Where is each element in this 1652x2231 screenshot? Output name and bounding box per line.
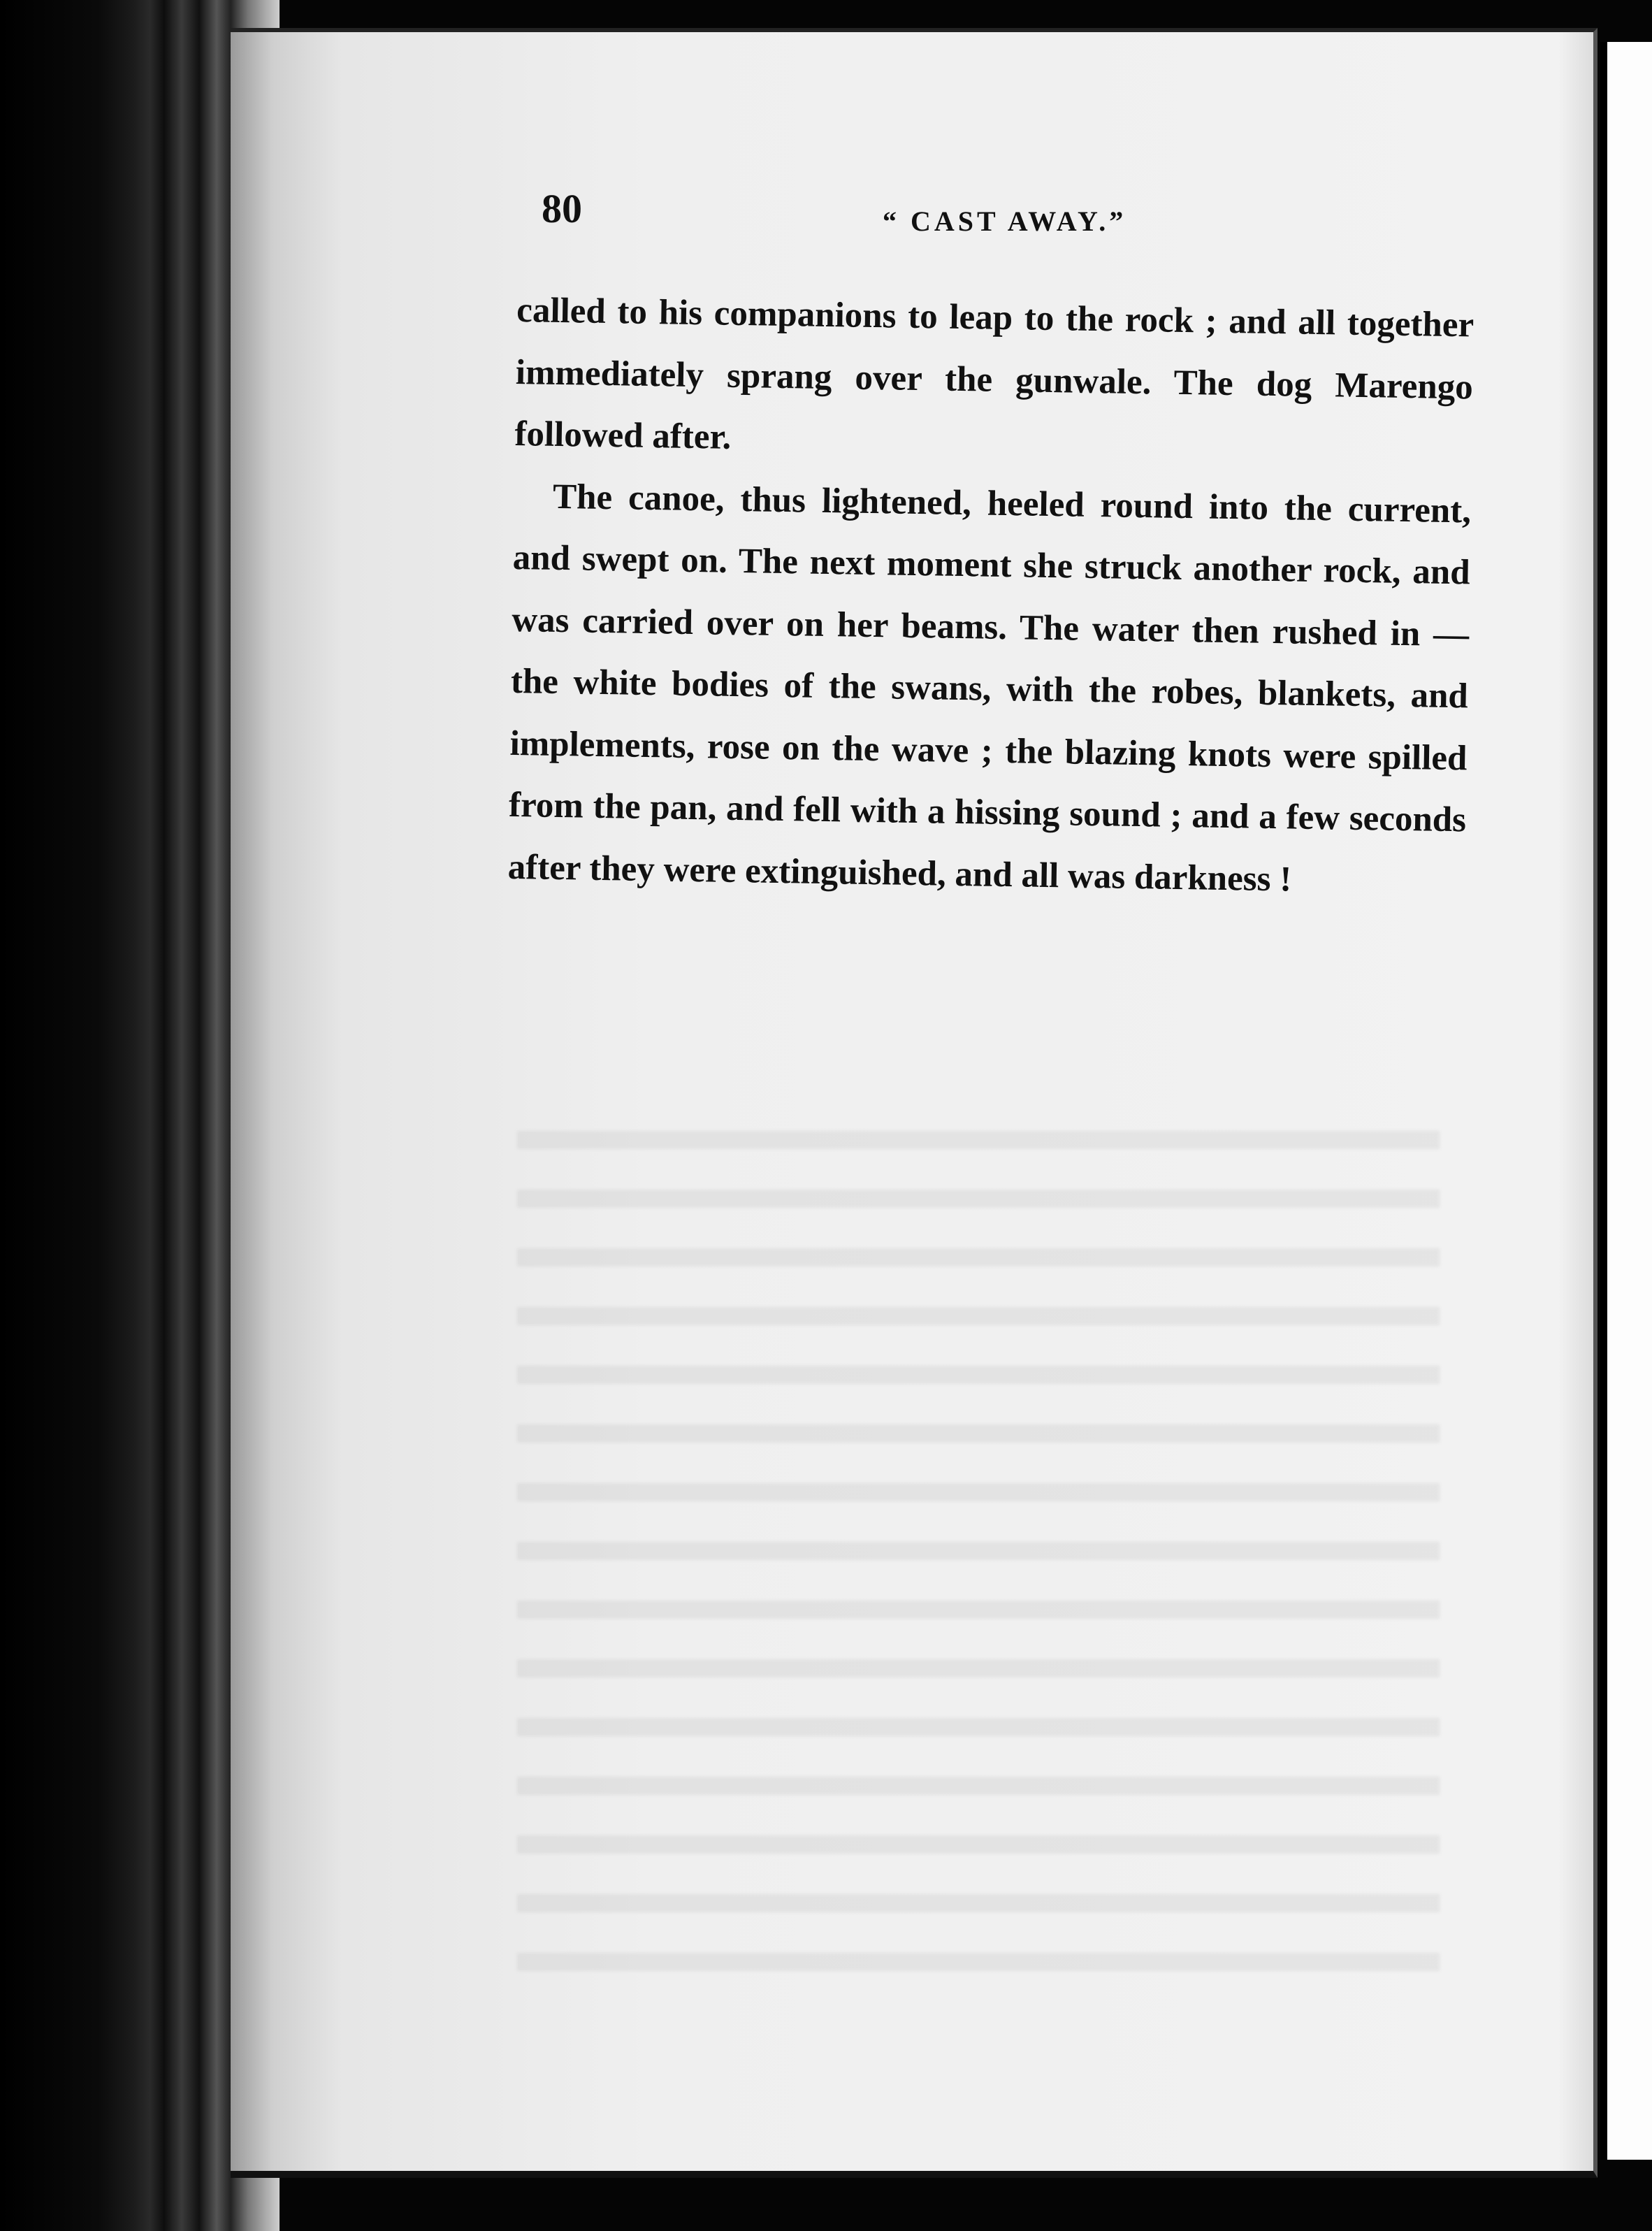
facing-page-edge: [1600, 42, 1652, 2160]
paragraph-continued: called to his companions to leap to the rock ; and all together immediately sprang over the gunwale. The dog Marengo followed after.: [514, 290, 1475, 457]
paragraph: The canoe, thus lightened, heeled round into the current, and swept on. The next moment she struck another rock, and was carried over on her beams. The water then rushed in — the white bodies of the swans, with the robes, blankets, and implements, rose on the wave ; the blazing knots were spilled from the pan, and fell with a hissing sound ; and a few seconds after they were extinguished, and all was darkness !: [507, 477, 1472, 900]
page-header: [542, 185, 1471, 248]
running-title: “ CAST AWAY.”: [883, 205, 1127, 237]
page-number: 80: [542, 186, 582, 231]
bleed-through-text: [517, 1090, 1440, 1971]
body-text: [507, 280, 1475, 913]
